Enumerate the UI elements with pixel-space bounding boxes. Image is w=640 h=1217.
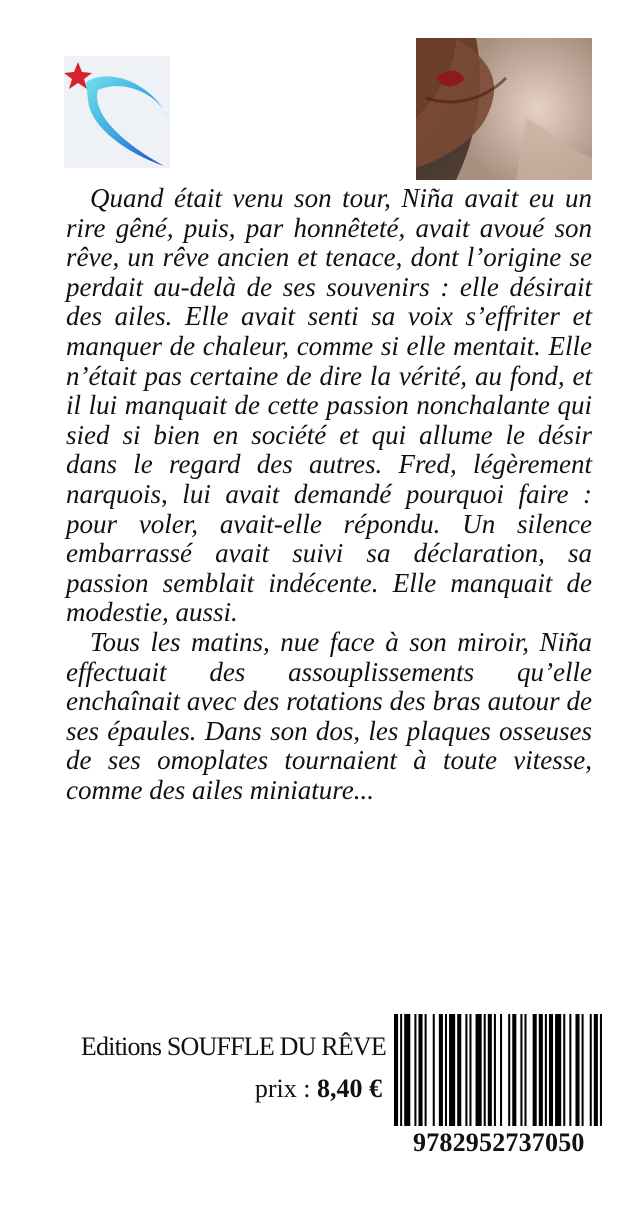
barcode-bar xyxy=(582,1014,584,1126)
publisher-logo xyxy=(64,56,170,168)
barcode-bar xyxy=(600,1014,602,1126)
barcode-bar xyxy=(533,1014,537,1126)
barcode-bar xyxy=(545,1014,547,1126)
price-value: 8,40 € xyxy=(317,1074,382,1103)
barcode-bar xyxy=(575,1014,579,1126)
barcode-bar xyxy=(484,1014,486,1126)
barcode-bar xyxy=(512,1014,516,1126)
barcode-bar xyxy=(445,1014,447,1126)
barcode-bar xyxy=(400,1014,402,1126)
barcode-bar xyxy=(404,1014,410,1126)
barcode-bar xyxy=(594,1014,598,1126)
isbn-number: 9782952737050 xyxy=(413,1128,585,1157)
blurb-paragraph: Tous les matins, nue face à son miroir, Niña effectuait des assouplissements qu’elle enchaînait avec des rotations des bras autour de ses épaules. Dans son dos, les plaques osseuses de ses omoplates tournaient à toute vitesse, comme des ailes miniature... xyxy=(66,626,592,805)
barcode xyxy=(394,1014,604,1126)
cover-photo xyxy=(416,38,592,180)
barcode-bar xyxy=(414,1014,416,1126)
barcode-bar xyxy=(418,1014,422,1126)
price-label: prix : xyxy=(254,1074,317,1103)
barcode-bar xyxy=(439,1014,443,1126)
barcode-bar xyxy=(590,1014,592,1126)
barcode-bar xyxy=(465,1014,467,1126)
blurb-paragraph: Quand était venu son tour, Niña avait eu un rire gêné, puis, par honnêteté, avait avoué son rêve, un rêve ancien et tenace, dont l’origine se perdait au-delà de ses souvenirs : elle désirait des ailes. Elle avait senti sa voix s’effriter et manquer de chaleur, comme si elle mentait. Elle n’était pas certaine de dire la vérité, au fond, et il lui manquait de cette passion nonchalante qui sied si bien en société et qui allume le désir dans le regard des autres. Fred, légèrement narquois, lui avait demandé pourquoi faire : pour voler, avait-elle répondu. Un silence embarrassé avait suivi sa déclaration, sa passion semblait indécente. Elle manquait de modestie, aussi. xyxy=(66,183,592,628)
barcode-bar xyxy=(394,1014,398,1126)
barcode-bar xyxy=(425,1014,427,1126)
barcode-bar xyxy=(476,1014,482,1126)
publisher-name: Editions SOUFFLE DU RÊVE xyxy=(80,1032,386,1061)
barcode-bar xyxy=(549,1014,553,1126)
barcode-bar xyxy=(555,1014,561,1126)
barcode-bar xyxy=(524,1014,526,1126)
barcode-bar xyxy=(433,1014,435,1126)
barcode-bar xyxy=(569,1014,571,1126)
barcode-bar xyxy=(539,1014,543,1126)
barcode-bar xyxy=(563,1014,565,1126)
woman-portrait-image xyxy=(416,38,592,180)
back-cover-blurb xyxy=(66,184,592,805)
barcode-bar xyxy=(457,1014,461,1126)
barcode-bar xyxy=(494,1014,496,1126)
barcode-bar xyxy=(520,1014,522,1126)
shooting-star-icon xyxy=(64,56,170,168)
barcode-bar xyxy=(508,1014,510,1126)
barcode-bar xyxy=(488,1014,492,1126)
barcode-bar xyxy=(469,1014,471,1126)
price-line xyxy=(255,1074,382,1104)
barcode-bar xyxy=(500,1014,502,1126)
barcode-bar xyxy=(449,1014,455,1126)
